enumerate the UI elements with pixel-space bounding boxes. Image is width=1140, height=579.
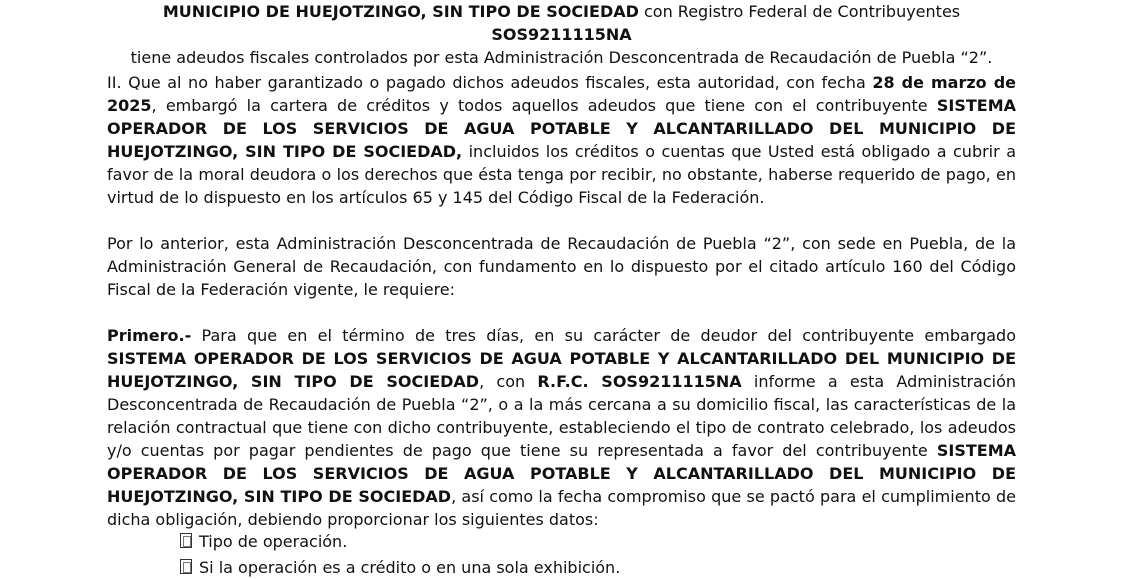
contribuyente-bold: SISTEMA OPERADOR DE LOS SERVICIOS DE AGUA POTABLE Y ALCANTARILLADO DEL MUNICIPIO DE HUEJOTZINGO, SIN TIPO DE SOCIEDAD, bbox=[107, 96, 1016, 161]
municipio-bold: MUNICIPIO DE HUEJOTZINGO, SIN TIPO DE SOCIEDAD bbox=[162, 2, 639, 21]
text: tiene adeudos fiscales controlados por esta Administración Desconcentrada de Recaudación de Puebla “2”. bbox=[130, 48, 993, 67]
text: , así como la fecha compromiso que se pactó para el cumplimiento de dicha obligación, debiendo proporcionar los siguientes datos: bbox=[107, 487, 1016, 529]
contribuyente-bold: SISTEMA OPERADOR DE LOS SERVICIOS DE AGUA POTABLE Y ALCANTARILLADO DEL MUNICIPIO DE HUEJOTZINGO, SIN TIPO DE SOCIEDAD bbox=[107, 441, 1016, 506]
primero-bold: Primero.- bbox=[107, 326, 192, 345]
date-bold: 28 de marzo de 2025 bbox=[107, 73, 1016, 115]
text: Por lo anterior, esta Administración Desconcentrada de Recaudación de Puebla “2”, con sede en Puebla, de la Administración General de Recaudación, con fundamento en lo dispuesto por el citado artículo 160 del Código Fiscal de la Federación vigente, le requiere: bbox=[107, 234, 1016, 299]
contribuyente-bold: SISTEMA OPERADOR DE LOS SERVICIOS DE AGUA POTABLE Y ALCANTARILLADO DEL MUNICIPIO DE HUEJOTZINGO, SIN TIPO DE SOCIEDAD bbox=[107, 349, 1016, 391]
paragraph-primero bbox=[107, 324, 1016, 531]
checkbox-glyph-icon bbox=[180, 533, 192, 548]
text: incluidos los créditos o cuentas que Usted está obligado a cubrir a favor de la moral deudora o los derechos que ésta tenga por recibir, no obstante, haberse requerido de pago, en virtud de lo dispuesto en los artículos 65 y 145 del Código Fiscal de la Federación. bbox=[107, 142, 1016, 207]
checkbox-glyph-icon bbox=[180, 559, 192, 574]
bullet-text: Si la operación es a crédito o en una sola exhibición. bbox=[199, 558, 621, 577]
text: , con bbox=[479, 372, 538, 391]
roman-numeral: II. bbox=[107, 73, 122, 92]
text: Para que en el término de tres días, en su carácter de deudor del contribuyente embargado bbox=[191, 326, 1016, 345]
rfc-bold: SOS9211115NA bbox=[491, 25, 632, 44]
rfc-bold: R.F.C. SOS9211115NA bbox=[537, 372, 742, 391]
paragraph-ii bbox=[107, 71, 1016, 209]
text: con Registro Federal de Contribuyentes bbox=[638, 2, 961, 21]
paragraph-requerimiento bbox=[107, 232, 1016, 301]
paragraph-intro-tail bbox=[107, 0, 1016, 69]
bullet-item bbox=[180, 556, 620, 579]
bullet-item bbox=[180, 530, 347, 553]
text: , embargó la cartera de créditos y todos aquellos adeudos que tiene con el contribuyente bbox=[151, 96, 937, 115]
bullet-text: Tipo de operación. bbox=[199, 532, 348, 551]
text: Que al no haber garantizado o pagado dichos adeudos fiscales, esta autoridad, con fecha bbox=[121, 73, 873, 92]
text: informe a esta Administración Desconcentrada de Recaudación de Puebla “2”, o a la más cercana a su domicilio fiscal, las características de la relación contractual que tiene con dicho contribuyente, estableciendo el tipo de contrato celebrado, los adeudos y/o cuentas por pagar pendientes de pago que tiene su representada a favor del contribuyente bbox=[107, 372, 1017, 460]
